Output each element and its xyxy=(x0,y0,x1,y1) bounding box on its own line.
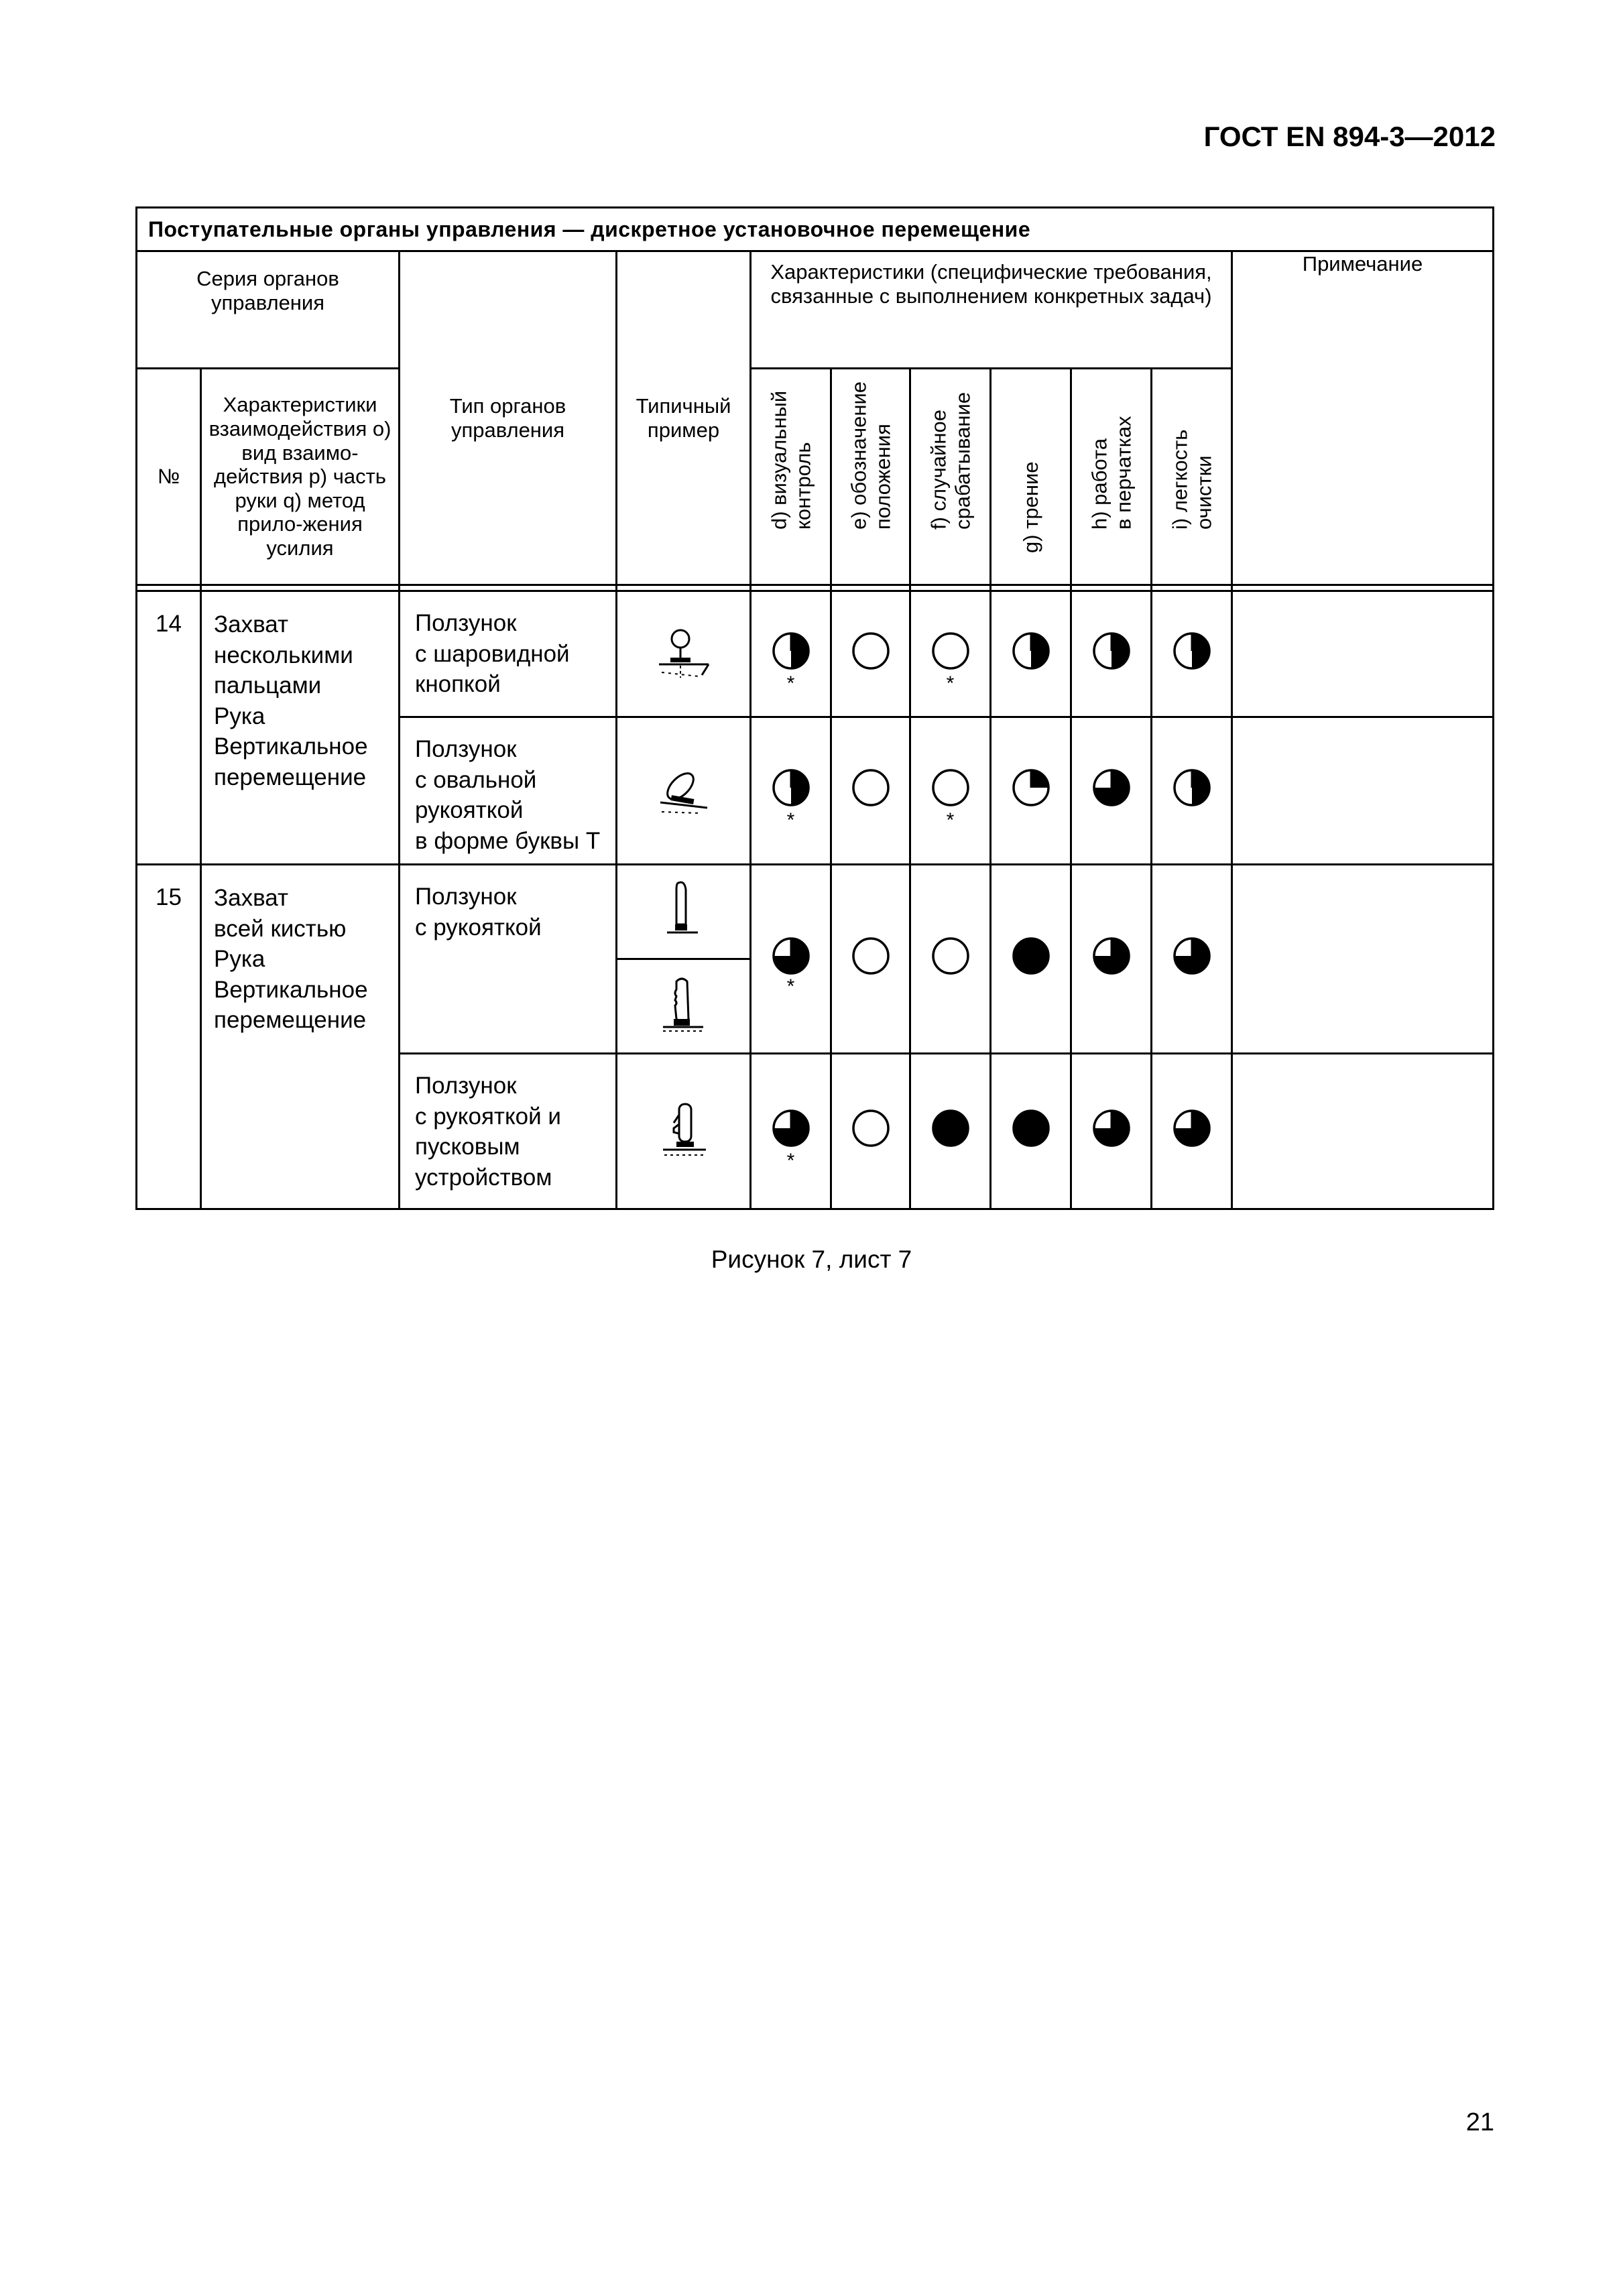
straight-handle-slider-icon xyxy=(647,875,721,949)
cell-line: рукояткой xyxy=(415,797,524,823)
rating-cell xyxy=(991,1054,1071,1209)
rating-cell xyxy=(991,717,1071,865)
cell-line: перемещение xyxy=(214,1007,367,1033)
rating-circle xyxy=(1011,1108,1051,1148)
char-col-header xyxy=(910,369,991,585)
char-col-header-line: положения xyxy=(870,423,894,530)
cell-line: с овальной xyxy=(415,766,537,793)
footnote-star: * xyxy=(786,809,795,831)
footnote-star: * xyxy=(946,809,955,831)
rating-cell xyxy=(1152,865,1232,1054)
number-header: № xyxy=(137,369,201,585)
rating-outline xyxy=(933,939,968,973)
rating-cell xyxy=(751,591,831,717)
rating-fill xyxy=(791,770,808,805)
rating-circle xyxy=(1011,631,1051,671)
cell-line: всей кистью xyxy=(214,915,347,942)
rating-circle xyxy=(771,631,811,671)
rating-circle xyxy=(1172,631,1212,671)
rating-cell xyxy=(910,591,991,717)
footnote-star: * xyxy=(786,1150,795,1172)
note-cell xyxy=(1232,865,1494,1054)
rating-circle xyxy=(771,768,811,808)
rating-circle xyxy=(851,768,891,808)
table-caption: Поступательные органы управления — дискретное установочное перемещение xyxy=(137,208,1494,251)
rating-circle xyxy=(1172,768,1212,808)
rating-cell xyxy=(831,865,910,1054)
rating-circle xyxy=(1091,936,1132,976)
rating-circle xyxy=(1091,631,1132,671)
rating-circle xyxy=(1172,936,1212,976)
cell-line: Захват xyxy=(214,611,289,638)
rating-circle xyxy=(930,631,971,671)
example-subcell xyxy=(617,865,749,958)
rating-cell xyxy=(1071,717,1152,865)
control-type-cell xyxy=(400,1054,617,1209)
char-col-header-line: f) случайное xyxy=(926,409,950,530)
char-col-header xyxy=(1152,369,1232,585)
example-subcell xyxy=(617,958,749,1052)
char-col-header-line: h) работа xyxy=(1087,438,1111,530)
cell-line: Рука xyxy=(214,703,265,729)
cell-line: устройством xyxy=(415,1164,552,1191)
table-row xyxy=(137,591,1494,717)
rating-fill xyxy=(791,633,808,668)
type-header: Тип органов управления xyxy=(400,251,617,585)
rating-cell xyxy=(910,865,991,1054)
note-cell xyxy=(1232,717,1494,865)
rating-cell xyxy=(910,1054,991,1209)
rating-fill xyxy=(1192,633,1209,668)
rating-outline xyxy=(1014,1111,1048,1146)
rating-cell xyxy=(1071,591,1152,717)
trigger-handle-slider-icon xyxy=(647,1095,721,1168)
rating-cell xyxy=(991,865,1071,1054)
page-number: 21 xyxy=(1465,2108,1494,2136)
cell-line: с шаровидной xyxy=(415,640,570,667)
rating-outline xyxy=(853,770,888,805)
rating-fill xyxy=(1031,770,1048,788)
rating-circle xyxy=(851,631,891,671)
rating-circle xyxy=(1011,768,1051,808)
example-cell xyxy=(617,717,751,865)
char-col-header-line: d) визуальный xyxy=(766,390,790,530)
rating-cell xyxy=(1071,1054,1152,1209)
cell-line: Вертикальное xyxy=(214,976,368,1003)
rating-cell xyxy=(831,1054,910,1209)
table-row xyxy=(137,865,1494,1054)
note-header: Примечание xyxy=(1232,251,1494,585)
rating-circle xyxy=(851,936,891,976)
rating-circle xyxy=(930,936,971,976)
rating-cell xyxy=(831,591,910,717)
cell-line: Захват xyxy=(214,885,289,911)
rating-circle xyxy=(1011,936,1051,976)
rating-outline xyxy=(933,633,968,668)
char-col-header-line: e) обозначение xyxy=(846,381,870,530)
rating-cell xyxy=(1152,591,1232,717)
rating-circle xyxy=(1172,1108,1212,1148)
figure-caption: Рисунок 7, лист 7 xyxy=(711,1246,912,1273)
rating-circle xyxy=(771,936,811,976)
rating-circle xyxy=(930,768,971,808)
rating-outline xyxy=(853,939,888,973)
controls-table xyxy=(135,206,1494,1210)
footnote-star: * xyxy=(786,975,795,998)
note-cell xyxy=(1232,591,1494,717)
control-type-cell xyxy=(400,591,617,717)
cell-line: несколькими xyxy=(214,642,353,668)
cell-line: Ползунок xyxy=(415,610,517,636)
char-col-header-line: i) легкость xyxy=(1167,429,1191,530)
row-number: 15 xyxy=(137,865,201,1209)
rating-circle xyxy=(851,1108,891,1148)
rating-cell xyxy=(751,1054,831,1209)
char-col-header-line: очистки xyxy=(1191,455,1215,530)
char-col-header-line: контроль xyxy=(790,442,815,530)
char-col-header-line: g) трение xyxy=(1018,461,1042,554)
char-col-header xyxy=(751,369,831,585)
cell-line: перемещение xyxy=(214,764,367,790)
rating-fill xyxy=(1111,633,1129,668)
cell-line: Ползунок xyxy=(415,736,517,762)
rating-cell xyxy=(1152,1054,1232,1209)
row-number: 14 xyxy=(137,591,201,865)
example-cell xyxy=(617,591,751,717)
rating-fill xyxy=(1031,633,1048,668)
char-col-header xyxy=(831,369,910,585)
char-col-header xyxy=(1071,369,1152,585)
rating-cell xyxy=(751,865,831,1054)
rating-cell xyxy=(910,717,991,865)
example-cell xyxy=(617,1054,751,1209)
interaction-header: Характеристики взаимодействия o) вид взаимо-действия p) часть руки q) метод прило-жения усилия xyxy=(201,369,400,585)
cell-line: Ползунок xyxy=(415,1073,517,1099)
ball-knob-slider-icon xyxy=(647,617,721,691)
char-col-header-line: в перчатках xyxy=(1111,416,1135,530)
example-cell xyxy=(617,865,751,1054)
cell-line: Рука xyxy=(214,946,265,972)
oval-t-handle-slider-icon xyxy=(647,754,721,828)
rating-fill xyxy=(1192,770,1209,805)
cell-line: с рукояткой xyxy=(415,914,542,941)
footnote-star: * xyxy=(786,672,795,694)
rating-cell xyxy=(1071,865,1152,1054)
rating-circle xyxy=(1091,1108,1132,1148)
characteristics-header: Характеристики (специфические требования, связанные с выполнением конкретных задач) xyxy=(751,251,1232,369)
note-cell xyxy=(1232,1054,1494,1209)
cell-line: в форме буквы Т xyxy=(415,827,601,854)
rating-outline xyxy=(933,770,968,805)
cell-line: Вертикальное xyxy=(214,733,368,760)
rating-cell xyxy=(1152,717,1232,865)
cell-line: пусковым xyxy=(415,1134,520,1160)
rating-cell xyxy=(991,591,1071,717)
rating-outline xyxy=(853,633,888,668)
example-header: Типичный пример xyxy=(617,251,751,585)
char-col-header-line: срабатывание xyxy=(950,391,974,530)
char-col-header xyxy=(991,369,1071,585)
control-type-cell xyxy=(400,717,617,865)
rating-outline xyxy=(1014,939,1048,973)
cell-line: пальцами xyxy=(214,672,322,699)
rating-circle xyxy=(771,1108,811,1148)
cell-line: с рукояткой и xyxy=(415,1103,561,1130)
interaction-cell xyxy=(201,865,400,1209)
series-header: Серия органов управления xyxy=(137,251,400,369)
grip-handle-slider-icon xyxy=(647,969,721,1043)
cell-line: Ползунок xyxy=(415,884,517,910)
rating-circle xyxy=(1091,768,1132,808)
footnote-star: * xyxy=(946,672,955,694)
rating-cell xyxy=(751,717,831,865)
control-type-cell xyxy=(400,865,617,1054)
rating-circle xyxy=(930,1108,971,1148)
rating-outline xyxy=(853,1111,888,1146)
interaction-cell xyxy=(201,591,400,865)
cell-line: кнопкой xyxy=(415,671,501,697)
rating-cell xyxy=(831,717,910,865)
rating-outline xyxy=(933,1111,968,1146)
document-header: ГОСТ EN 894-3—2012 xyxy=(1203,121,1496,152)
